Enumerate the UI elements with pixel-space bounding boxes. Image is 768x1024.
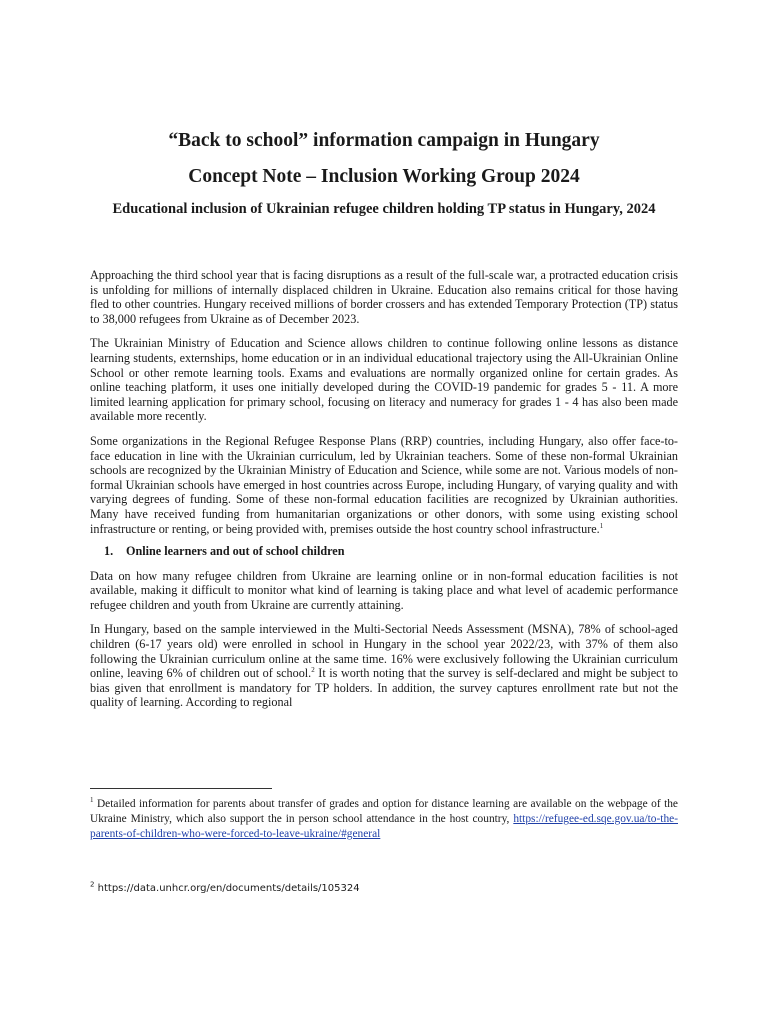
paragraph-hungary-text-a: In Hungary, based on the sample interviewed in the Multi-Sectorial Needs Assessment (MSNA), 78% of school-aged children (6-17 years old) were enrolled in school in Hungary in the school year 2022/23, with 37% of them also following the Ukrainian curriculum online at the same time. 16% were exclusively following the Ukrainian curriculum online, leaving 6% of children out of school. [90, 622, 678, 681]
document-body [90, 268, 678, 720]
document-title-line1: “Back to school” information campaign in Hungary [168, 130, 600, 151]
section-number: 1. [104, 544, 114, 559]
paragraph-ministry: The Ukrainian Ministry of Education and Science allows children to continue following online lessons as distance learning students, externships, home education or in an individual educational trajectory using the All-Ukrainian Online School or other remote learning tools. Exams and evaluations are normally organized online for certain grades. As online teaching platform, it uses one initially developed during the COVID-19 pandemic for grades 5 - 11. A more limited learning application for primary school, focusing on literacy and numeracy for grades 1 - 4 has also been made available more recently. [90, 336, 678, 424]
paragraph-hungary-msna [90, 622, 678, 710]
section-heading-text: Online learners and out of school children [126, 544, 345, 559]
footnote-2-text[interactable]: https://data.unhcr.org/en/documents/details/105324 [94, 883, 360, 894]
document-subtitle: Educational inclusion of Ukrainian refugee children holding TP status in Hungary, 2024 [112, 201, 656, 217]
footnote-2 [90, 882, 678, 896]
footnote-ref-1[interactable]: 1 [599, 521, 604, 530]
paragraph-data: Data on how many refugee children from Ukraine are learning online or in non-formal education facilities is not available, making it difficult to monitor what kind of learning is taking place and what level of academic performance refugee children and youth from Ukraine are currently attaining. [90, 568, 678, 612]
footnote-1 [90, 797, 678, 842]
paragraph-intro: Approaching the third school year that is facing disruptions as a result of the full-scale war, a protracted education crisis is unfolding for millions of internally displaced children in Ukraine. Education also remains critical for those having fled to other countries. Hungary received millions of border crossers and has extended Temporary Protection (TP) status to 38,000 refugees from Ukraine as of December 2023. [90, 268, 678, 326]
footnote-1-text: Detailed information for parents about transfer of grades and option for distance learning are available on the webpage of the Ukraine Ministry, which also support the in person school attendance in the host country, [90, 798, 678, 825]
footnote-ref-2[interactable]: 2 [311, 666, 315, 675]
document-title-line2: Concept Note – Inclusion Working Group 2024 [188, 166, 580, 187]
paragraph-rrp-text: Some organizations in the Regional Refugee Response Plans (RRP) countries, including Hungary, also offer face-to-face education in line with the Ukrainian curriculum, led by Ukrainian teachers. Some of these non-formal Ukrainian schools are recognized by the Ukrainian Ministry of Education and Science, while some are not. Various models of non-formal Ukrainian schools have emerged in host countries across Europe, including Hungary, of varying quality and with varying degrees of funding. Some of these non-formal education facilities are recognized by Ukrainian authorities. Many have received funding from humanitarian organizations or other donors, with some using existing school infrastructure or renting, or being provided with, premises outside the host country school infrastructure. [90, 433, 678, 536]
footnote-separator [90, 788, 272, 789]
footnote-2-mark: 2 [90, 880, 95, 889]
paragraph-rrp [90, 434, 678, 536]
footnote-1-mark: 1 [90, 796, 94, 805]
section-heading-online-learners [90, 544, 678, 559]
footnote-1-link[interactable]: https://refugee-ed.sqe.gov.ua/to-the-parents-of-children-who-were-forced-to-leave-ukraine/#general [90, 813, 678, 840]
paragraph-hungary-text-b: It is worth noting that the survey is self-declared and might be subject to bias given that enrollment is mandatory for TP holders. In addition, the survey captures enrollment rate but not the quality of learning. According to regional [90, 666, 678, 710]
